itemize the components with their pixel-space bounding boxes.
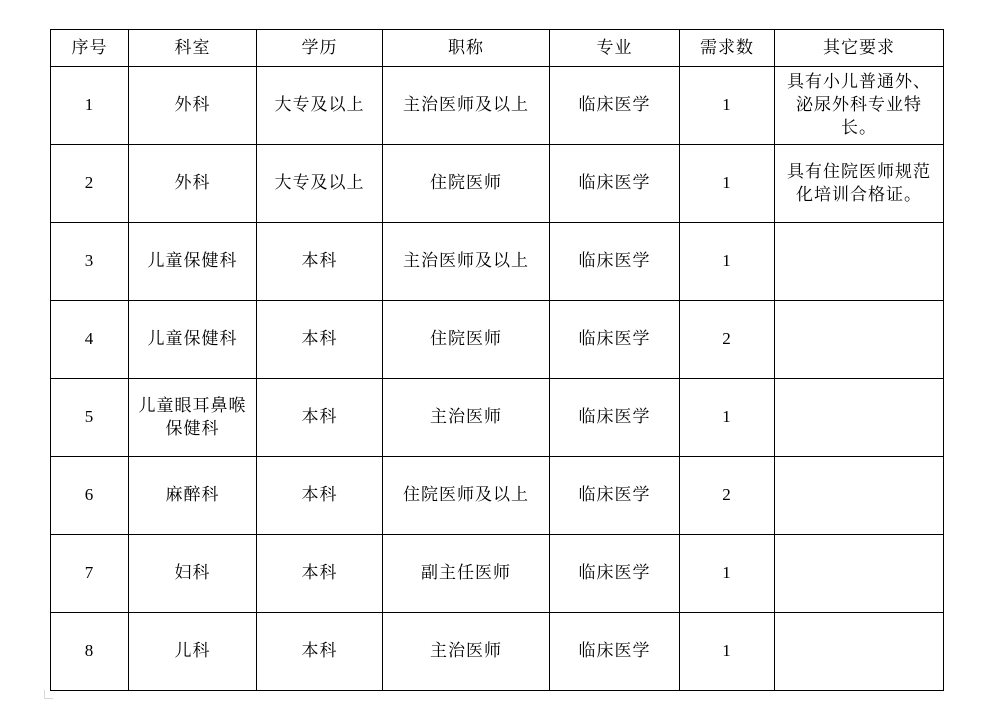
cell-index: 4 [51, 301, 129, 379]
cell-department: 妇科 [129, 535, 257, 613]
cell-department: 儿科 [129, 613, 257, 691]
cell-major: 临床医学 [550, 301, 680, 379]
column-header-education: 学历 [257, 30, 383, 67]
table-row [51, 535, 944, 613]
cell-department-line1: 儿童眼耳鼻喉 [138, 395, 247, 415]
cell-other-requirements [775, 379, 944, 457]
cell-other-requirements: 具有住院医师规范化培训合格证。 [775, 145, 944, 223]
table-row [51, 223, 944, 301]
cell-index: 2 [51, 145, 129, 223]
table-body [51, 67, 944, 691]
table-header [51, 30, 944, 67]
cell-major: 临床医学 [550, 145, 680, 223]
cell-index: 3 [51, 223, 129, 301]
cell-other-requirements [775, 535, 944, 613]
cell-count: 1 [680, 535, 775, 613]
table-header-row [51, 30, 944, 67]
cell-job-title: 住院医师 [383, 145, 550, 223]
cell-index: 5 [51, 379, 129, 457]
cell-department-line2: 保健科 [165, 418, 220, 438]
cell-job-title: 住院医师 [383, 301, 550, 379]
cell-education: 本科 [257, 379, 383, 457]
table-row [51, 301, 944, 379]
cell-count: 2 [680, 301, 775, 379]
cell-count: 1 [680, 223, 775, 301]
cell-department: 外科 [129, 67, 257, 145]
cell-job-title: 主治医师及以上 [383, 67, 550, 145]
recruitment-table [50, 29, 944, 691]
cell-other-requirements [775, 457, 944, 535]
column-header-major: 专业 [550, 30, 680, 67]
cell-major: 临床医学 [550, 379, 680, 457]
cell-education: 本科 [257, 223, 383, 301]
cell-index: 7 [51, 535, 129, 613]
table-row [51, 145, 944, 223]
cell-education: 本科 [257, 457, 383, 535]
table-row [51, 613, 944, 691]
cell-education: 本科 [257, 613, 383, 691]
cell-major: 临床医学 [550, 457, 680, 535]
cell-job-title: 主治医师 [383, 613, 550, 691]
recruitment-table-container [50, 29, 943, 691]
cell-major: 临床医学 [550, 613, 680, 691]
cell-job-title: 主治医师 [383, 379, 550, 457]
cell-major: 临床医学 [550, 223, 680, 301]
cell-department: 外科 [129, 145, 257, 223]
page-corner-mark [44, 690, 53, 699]
cell-job-title: 主治医师及以上 [383, 223, 550, 301]
cell-department: 麻醉科 [129, 457, 257, 535]
cell-count: 1 [680, 67, 775, 145]
cell-other-requirements [775, 613, 944, 691]
cell-other-requirements [775, 223, 944, 301]
cell-index: 8 [51, 613, 129, 691]
column-header-department: 科室 [129, 30, 257, 67]
column-header-other-requirements: 其它要求 [775, 30, 944, 67]
cell-education: 大专及以上 [257, 67, 383, 145]
cell-count: 1 [680, 145, 775, 223]
cell-education: 大专及以上 [257, 145, 383, 223]
column-header-count: 需求数 [680, 30, 775, 67]
table-row [51, 379, 944, 457]
cell-other-requirements: 具有小儿普通外、泌尿外科专业特长。 [775, 67, 944, 145]
cell-count: 1 [680, 613, 775, 691]
cell-department [129, 379, 257, 457]
cell-department: 儿童保健科 [129, 223, 257, 301]
column-header-job-title: 职称 [383, 30, 550, 67]
cell-index: 1 [51, 67, 129, 145]
table-row [51, 67, 944, 145]
cell-education: 本科 [257, 301, 383, 379]
cell-major: 临床医学 [550, 67, 680, 145]
table-row [51, 457, 944, 535]
cell-job-title: 副主任医师 [383, 535, 550, 613]
cell-major: 临床医学 [550, 535, 680, 613]
cell-count: 1 [680, 379, 775, 457]
column-header-index: 序号 [51, 30, 129, 67]
cell-count: 2 [680, 457, 775, 535]
cell-education: 本科 [257, 535, 383, 613]
cell-department: 儿童保健科 [129, 301, 257, 379]
cell-job-title: 住院医师及以上 [383, 457, 550, 535]
cell-index: 6 [51, 457, 129, 535]
cell-other-requirements [775, 301, 944, 379]
